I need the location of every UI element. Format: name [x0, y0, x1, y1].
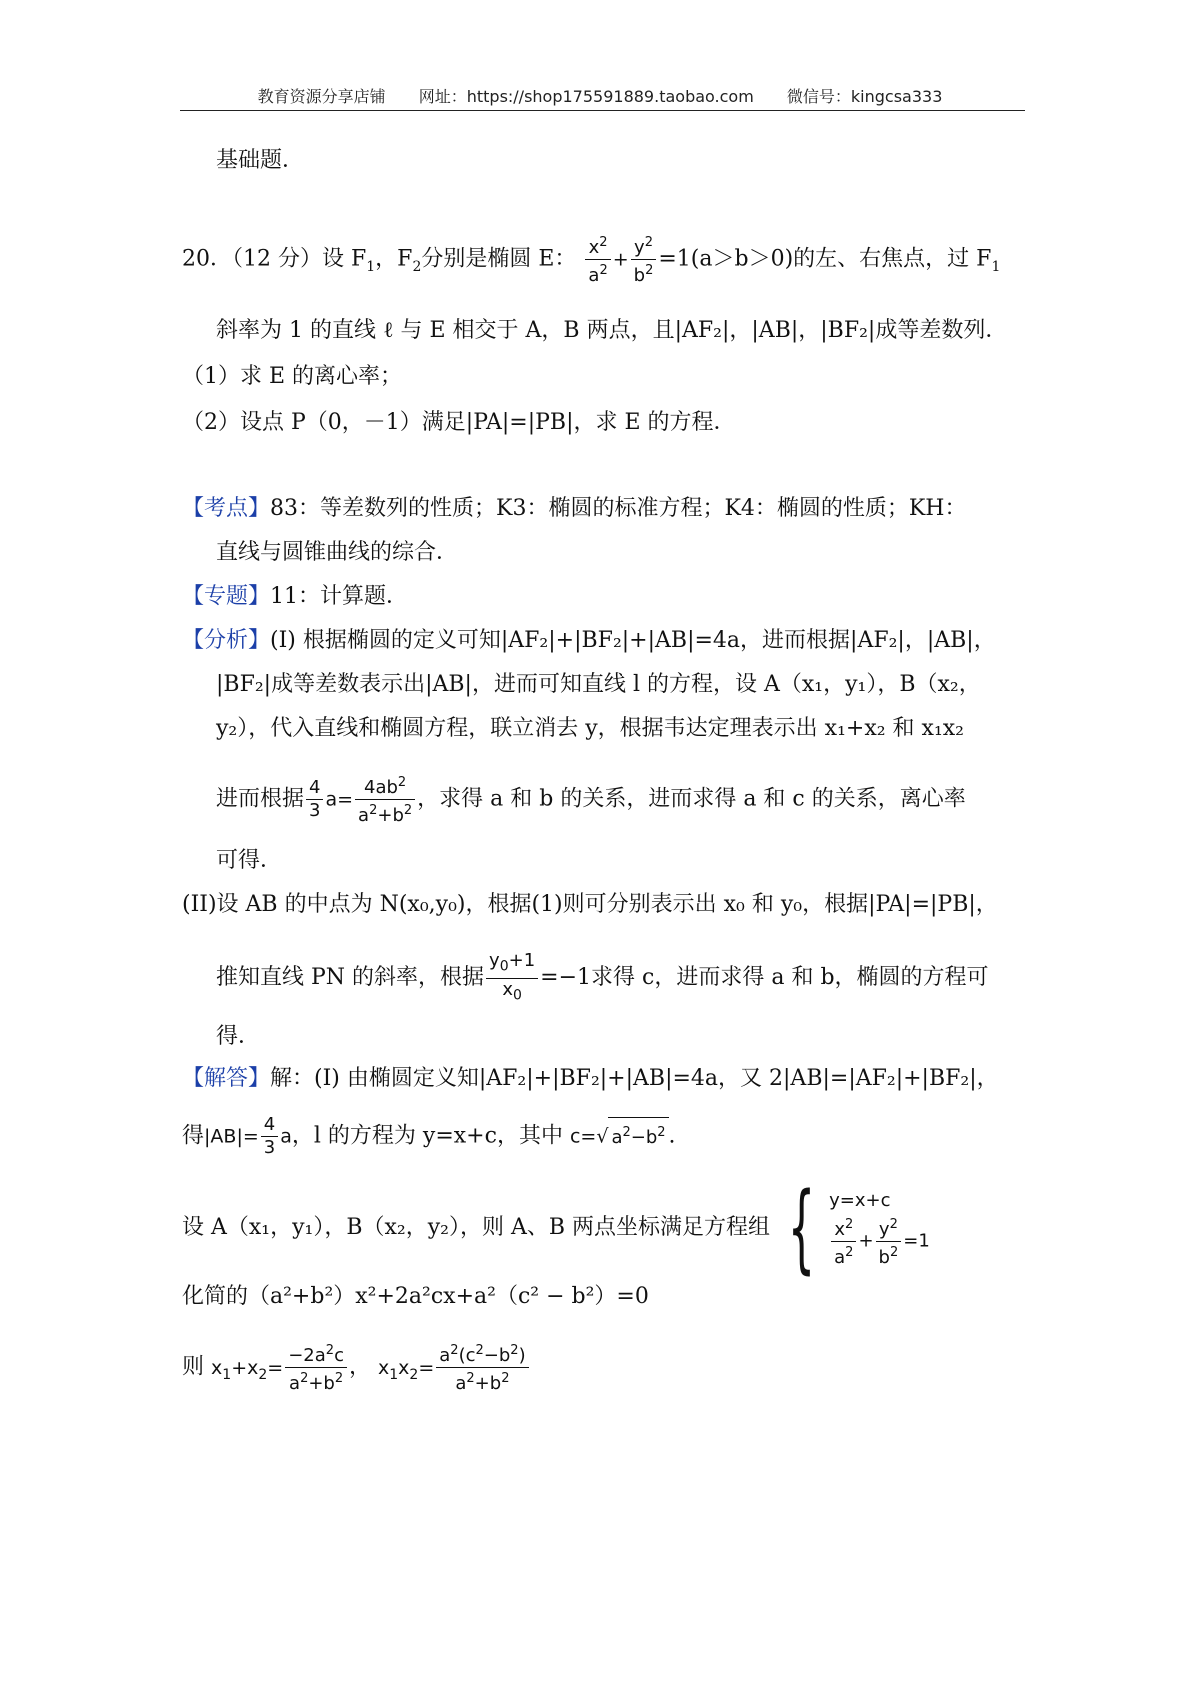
- analysis-line-7: 推知直线 PN 的斜率，根据 $\frac{y_0+1}{x_0}$ =−1求得 c，进而求得 a 和 b，椭圆的方程可: [216, 950, 989, 1006]
- fraction-x2-a2: $\frac{x^2}{a^2}$: [585, 232, 610, 287]
- solution-line-5: 则 $x_1+x_2=$ $\frac{-2a^2c}{a^2+b^2}$ ， $x_1x_2=$ $\frac{a^2(c^2-b^2)}{a^2+b^2}$: [182, 1340, 531, 1395]
- topic: 【专题】11：计算题．: [182, 584, 409, 609]
- fraction-4ab2: $\frac{4ab^2}{a^2+b^2}$: [355, 772, 415, 827]
- sqrt-a2-b2: $a^2-b^2$: [608, 1117, 668, 1153]
- header-shop: 教育资源分享店铺: [257, 87, 386, 106]
- analysis-line-6: (II)设 AB 的中点为 N(x₀,y₀)，根据(1)则可分别表示出 x₀ 和 y₀，根据|PA|=|PB|，: [182, 892, 998, 917]
- solution-line-2: 得|AB|= $\frac{4}{3}$ a，l 的方程为 y=x+c，其中 c=√ $a^2-b^2$ .: [182, 1114, 676, 1158]
- header-url: 网址：https://shop175591889.taobao.com: [418, 87, 754, 106]
- analysis-line-8: 得．: [216, 1024, 261, 1049]
- fraction-sum: $\frac{-2a^2c}{a^2+b^2}$: [285, 1340, 347, 1395]
- fraction-product: $\frac{a^2(c^2-b^2)}{a^2+b^2}$: [436, 1340, 528, 1395]
- text-line-1: 基础题．: [216, 148, 305, 173]
- key-points: 【考点】83：等差数列的性质；K3：椭圆的标准方程；K4：椭圆的性质；KH：: [182, 496, 967, 521]
- solution-line-3: 设 A（x₁，y₁），B（x₂，y₂），则 A、B 两点坐标满足方程组 { y=x+c $\frac{x^2}{a^2}$ + $\frac{y^2}{b^2}$ =1: [182, 1172, 930, 1284]
- question-line-1: 20．（12 分）设 $F_1$，$F_2$分别是椭圆 E： $\frac{x^2}{a^2}$ + $\frac{y^2}{b^2}$ =1(a＞b＞0)的左、右焦点，过 $F_1$: [182, 232, 1000, 287]
- analysis-line-5: 可得．: [216, 848, 283, 873]
- key-points-cont: 直线与圆锥曲线的综合．: [216, 540, 459, 565]
- solution-line-4: 化简的（a²+b²）x²+2a²cx+a²（c² − b²）=0: [182, 1284, 649, 1309]
- equation-system: y=x+c $\frac{x^2}{a^2}$ + $\frac{y^2}{b^2}$ =1: [829, 1189, 930, 1268]
- analysis-line-4: 进而根据 $\frac{4}{3}$ a= $\frac{4ab^2}{a^2+b^2}$ ，求得 a 和 b 的关系，进而求得 a 和 c 的关系，离心率: [216, 772, 966, 827]
- fraction-y0-x0: $\frac{y_0+1}{x_0}$: [486, 950, 538, 1006]
- header-wechat: 微信号：kingcsa333: [786, 87, 943, 106]
- page-header: [0, 84, 1200, 107]
- left-brace: {: [787, 1172, 816, 1284]
- question-part-1: （1）求 E 的离心率；: [182, 364, 403, 389]
- question-line-2: 斜率为 1 的直线 ℓ 与 E 相交于 A，B 两点，且|AF₂|，|AB|，|BF₂|成等差数列．: [216, 318, 1008, 343]
- question-part-2: （2）设点 P（0，－1）满足|PA|=|PB|，求 E 的方程．: [182, 410, 736, 435]
- header-rule: [180, 110, 1025, 111]
- fraction-4-3-ab: $\frac{4}{3}$: [261, 1114, 278, 1159]
- analysis-line-1: 【分析】(I) 根据椭圆的定义可知|AF₂|+|BF₂|+|AB|=4a，进而根据|AF₂|，|AB|，: [182, 628, 996, 653]
- analysis-line-3: y₂），代入直线和椭圆方程，联立消去 y，根据韦达定理表示出 x₁+x₂ 和 x₁x₂: [216, 716, 964, 741]
- fraction-y2-b2: $\frac{y^2}{b^2}$: [631, 232, 657, 287]
- fraction-4-3: $\frac{4}{3}$: [306, 777, 323, 822]
- solution-line-1: 【解答】解：(I) 由椭圆定义知|AF₂|+|BF₂|+|AB|=4a，又 2|AB|=|AF₂|+|BF₂|，: [182, 1066, 999, 1091]
- analysis-line-2: |BF₂|成等差数表示出|AB|，进而可知直线 l 的方程，设 A（x₁，y₁），B（x₂，: [216, 672, 981, 697]
